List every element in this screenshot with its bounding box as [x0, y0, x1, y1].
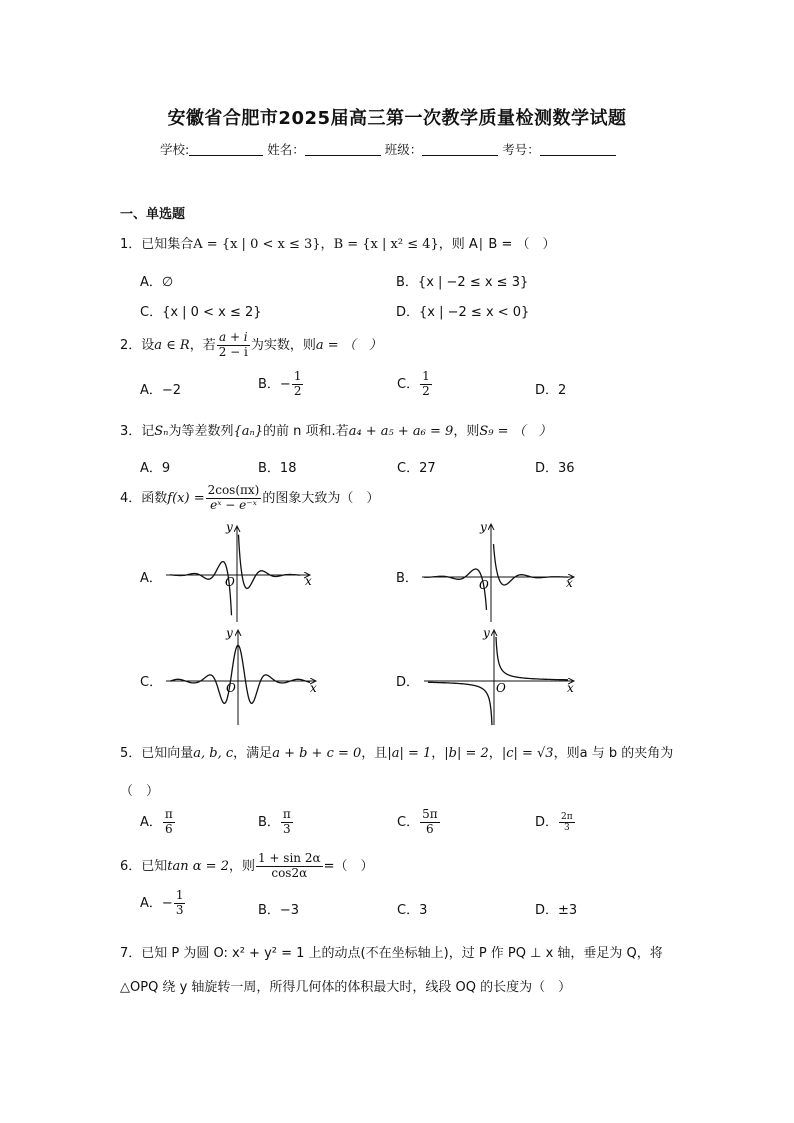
q6-option-c[interactable]: C．3	[397, 903, 428, 918]
q5-d-frac	[559, 812, 575, 834]
q2-den: 2 − i	[218, 344, 248, 359]
q2-b-den: 2	[293, 383, 302, 398]
graph-d	[424, 626, 574, 725]
q1-option-a[interactable]: A．∅	[140, 275, 174, 290]
q6-fraction	[256, 852, 323, 881]
q5-text4: ，则	[553, 746, 580, 761]
q5-text3: ，且	[361, 746, 388, 761]
q5-b-label: B．	[258, 814, 280, 830]
q2-b-label: B．	[258, 376, 280, 392]
question-6	[120, 852, 374, 881]
q5-cond: a + b + c = 0	[272, 746, 362, 761]
graph-b-x-label: x	[566, 576, 573, 590]
q2-c-num: 1	[422, 369, 430, 383]
q5-a-num: π	[164, 807, 173, 821]
q6-a-label: A．	[140, 895, 162, 911]
q2-c-label: C．	[397, 376, 420, 392]
q3-an: {aₙ}	[233, 424, 264, 439]
page-title: 安徽省合肥市2025届高三第一次教学质量检测数学试题	[167, 108, 627, 129]
q5-b-den: 3	[283, 821, 291, 836]
graph-a	[166, 520, 312, 622]
graph-b-y-label: y	[480, 520, 487, 534]
q6-cond: tan α = 2	[167, 858, 229, 874]
q4-option-d[interactable]: D．	[396, 675, 420, 690]
q5-c-num: 5π	[422, 807, 438, 821]
graph-c-y-label: y	[226, 626, 233, 640]
graph-d-y-label: y	[483, 626, 490, 640]
q3-text1: 3．记	[120, 424, 155, 439]
q4-prefix: 4．函数	[120, 490, 168, 506]
q1-set-b: B = {x | x² ≤ 4}	[333, 237, 439, 252]
q2-option-d[interactable]: D．2	[535, 383, 567, 398]
q5-text1: 5．已知向量	[120, 746, 194, 761]
q4-option-c[interactable]: C．	[140, 675, 163, 690]
q2-c-den: 2	[422, 383, 430, 398]
q5-c3: |c| = √3	[501, 746, 554, 761]
graph-c	[166, 626, 317, 725]
question-5: 5．已知向量a, b, c，满足a + b + c = 0，且|a| = 1，|b| = 2，|c| = √3，则a 与 b 的夹角为	[120, 746, 674, 761]
q6-prefix: 6．已知	[120, 858, 168, 874]
q5-c2: |b| = 2	[444, 746, 489, 761]
question-7-line-2: △OPQ 绕 y 轴旋转一周，所得几何体的体积最大时，线段 OQ 的长度为（ ）	[120, 980, 572, 995]
graph-c-curve	[170, 645, 310, 703]
q2-b-sign: −	[279, 376, 291, 392]
q2-prefix: 2．设	[120, 337, 155, 353]
q4-option-b[interactable]: B．	[396, 571, 418, 586]
q5-d-label: D．	[535, 815, 559, 830]
name-label: 姓名：	[267, 142, 305, 157]
q5-d-den: 3	[563, 823, 570, 833]
q5-c-label: C．	[397, 814, 420, 830]
q3-text2: 为等差数列	[168, 424, 234, 439]
section-heading: 一、单选题	[120, 207, 186, 222]
q1-option-b[interactable]: B．{x | −2 ≤ x ≤ 3}	[396, 275, 529, 290]
q2-ask: a = （ ）	[315, 337, 382, 353]
q6-option-d[interactable]: D．±3	[535, 903, 578, 918]
q6-den: cos2α	[271, 865, 308, 880]
graph-b	[422, 520, 574, 622]
q5-option-a[interactable]	[140, 808, 176, 837]
q5-text2: ，满足	[233, 746, 273, 761]
q3-option-a[interactable]: A．9	[140, 461, 171, 476]
q3-cond: a₄ + a₅ + a₆ = 9	[348, 424, 454, 439]
q1-prefix: 1．已知集合	[120, 237, 194, 252]
exam-no-label: 考号：	[502, 142, 540, 157]
q5-ask: a 与 b 的夹角为	[579, 746, 674, 761]
q2-num: a + i	[218, 330, 248, 344]
graph-d-x-label: x	[567, 681, 574, 695]
school-label: 学校:	[160, 142, 190, 157]
q2-cond: a ∈ R	[154, 337, 190, 353]
q5-c-den: 6	[426, 821, 434, 836]
q5-b-frac	[281, 808, 293, 837]
q6-a-num: 1	[175, 888, 184, 902]
q5-a-label: A．	[140, 814, 162, 830]
q1-set-a: A = {x | 0 < x ≤ 3}	[193, 237, 321, 252]
q5-a-frac	[163, 808, 175, 837]
q1-ask: ，则 A∣ B = （ ）	[438, 237, 556, 252]
graph-a-origin: O	[225, 575, 235, 589]
q3-option-c[interactable]: C．27	[397, 461, 436, 476]
q6-num: 1 + sin 2α	[257, 851, 321, 865]
q6-ask: =（ ）	[323, 858, 374, 874]
q6-option-b[interactable]: B．−3	[258, 903, 300, 918]
q6-mid: ，则	[228, 858, 255, 874]
q5-a-den: 6	[165, 821, 173, 836]
q4-tail: 的图象大致为（ ）	[262, 490, 380, 506]
graph-c-origin: O	[226, 681, 236, 695]
q5-c-frac	[420, 808, 440, 837]
graph-b-origin: O	[479, 578, 489, 592]
q3-text3: 的前 n 项和.若	[263, 424, 349, 439]
q3-ask: S₉ = （ ）	[479, 424, 552, 439]
q4-option-a[interactable]: A．	[140, 571, 162, 586]
q2-mid: ，若	[189, 337, 216, 353]
q4-func: f(x) =	[167, 490, 205, 506]
q6-a-sign: −	[161, 895, 173, 911]
q6-a-frac	[174, 889, 186, 918]
q4-den: eˣ − e⁻ˣ	[210, 497, 257, 512]
q2-b-num: 1	[293, 369, 302, 383]
q2-option-a[interactable]: A．−2	[140, 383, 182, 398]
q5-option-b[interactable]	[258, 808, 294, 837]
q1-option-c[interactable]: C．{x | 0 < x ≤ 2}	[140, 305, 262, 320]
q5-d-num: 2π	[561, 811, 573, 822]
q2-tail: 为实数，则	[250, 337, 316, 353]
q3-sn: Sₙ	[154, 424, 169, 439]
q5-paren: （ ）	[120, 784, 160, 799]
q3-option-b[interactable]: B．18	[258, 461, 297, 476]
q1-sep: ，	[320, 237, 334, 252]
q6-a-den: 3	[175, 902, 184, 917]
q5-c1: |a| = 1	[387, 746, 432, 761]
graph-c-x-label: x	[310, 681, 317, 695]
q3-text4: ，则	[453, 424, 480, 439]
graph-a-y-label: y	[226, 520, 233, 534]
class-label: 班级：	[384, 142, 423, 157]
q5-b-num: π	[282, 807, 291, 821]
question-7-line-1: 7．已知 P 为圆 O: x² + y² = 1 上的动点(不在坐标轴上)，过 P 作 PQ ⊥ x 轴，垂足为 Q，将	[120, 946, 663, 961]
graph-a-x-label: x	[305, 574, 312, 588]
q5-option-c[interactable]	[397, 808, 441, 837]
q3-option-d[interactable]: D．36	[535, 461, 575, 476]
q5-vecs: a, b, c	[193, 746, 234, 761]
q5-option-d[interactable]	[535, 811, 576, 833]
q4-num: 2cos(πx)	[207, 483, 260, 497]
graph-d-origin: O	[496, 681, 506, 695]
q1-option-d[interactable]: D．{x | −2 ≤ x < 0}	[396, 305, 530, 320]
q6-option-a[interactable]	[140, 889, 186, 918]
